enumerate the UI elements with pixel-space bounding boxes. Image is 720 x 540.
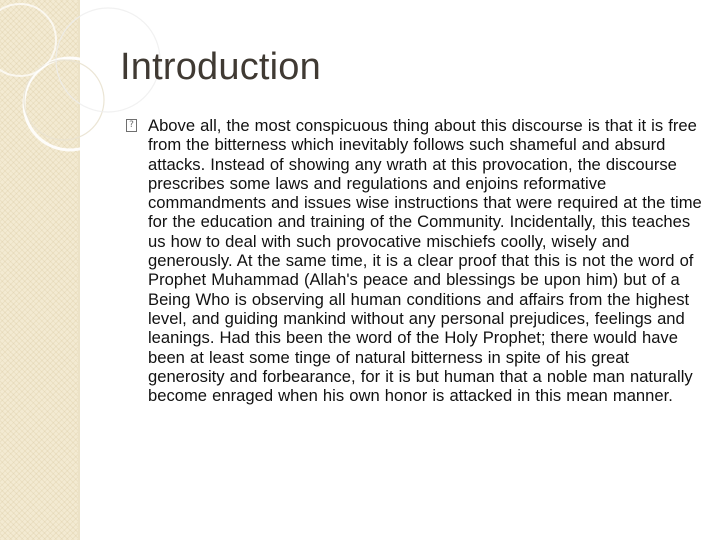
slide-content [126, 116, 706, 405]
bullet-item [126, 116, 706, 405]
bullet-text: Above all, the most conspicuous thing about this discourse is that it is free from the bitterness which inevitably follows such shameful and absurd attacks. Instead of showing any wrath at this provocation, the discourse prescribes some laws and regulations and enjoins reformative commandments and issues wise instructions that were required at the time for the education and training of the Community. Incidentally, this teaches us how to deal with such provocative mischiefs coolly, wisely and generously. At the same time, it is a clear proof that this is not the word of Prophet Muhammad (Allah's peace and blessings be upon him) but of a Being Who is observing all human conditions and affairs from the highest level, and guiding mankind without any personal prejudices, feelings and leanings. Had this been the word of the Holy Prophet; there would have been at least some tinge of natural bitterness in spite of his great generosity and forbearance, for it is but human that a noble man naturally become enraged when his own honor is attacked in this mean manner. [148, 116, 702, 406]
slide-title: Introduction [120, 46, 321, 88]
bullet-marker-icon: ? [126, 119, 137, 132]
